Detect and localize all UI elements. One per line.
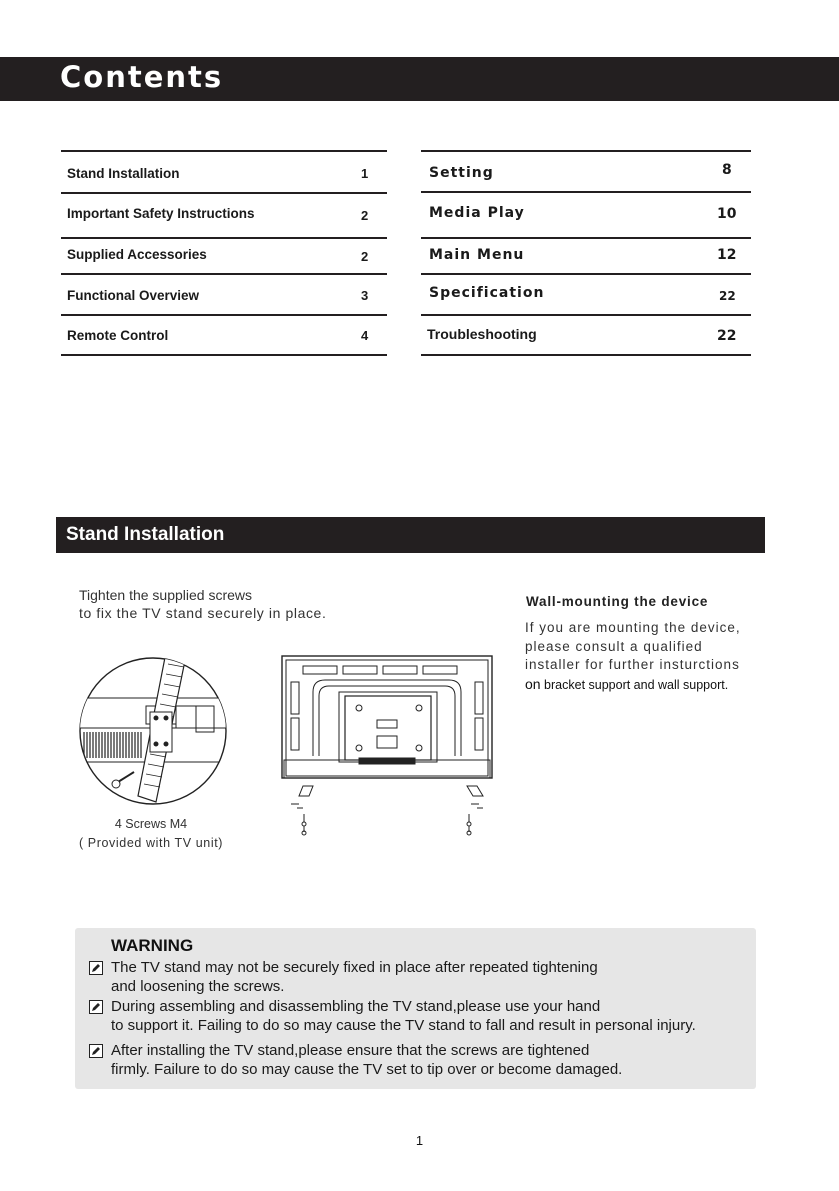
toc-item-page: 10 [717, 206, 737, 222]
toc-item-label: Setting [429, 165, 494, 181]
screws-caption [76, 815, 226, 853]
stand-installation-title: Stand Installation [66, 524, 225, 545]
toc-item-page: 22 [717, 328, 737, 344]
warning-box [75, 928, 756, 1089]
toc-item-supplied-accessories[interactable] [61, 239, 387, 273]
toc-item-main-menu[interactable] [421, 239, 751, 273]
instruction-line: Tighten the supplied screws [79, 587, 253, 603]
stand-instruction [79, 586, 326, 622]
toc-item-safety-instructions[interactable] [61, 194, 387, 237]
page-number: 1 [415, 1133, 424, 1148]
toc-item-page: 12 [717, 247, 737, 263]
toc-item-page: 3 [361, 288, 369, 303]
instruction-line: to fix the TV stand securely in place. [79, 605, 327, 621]
pencil-note-icon [89, 1000, 103, 1014]
warning-item-line: The TV stand may not be securely fixed in place after repeated tightening [111, 959, 598, 976]
contents-header-bar [0, 57, 839, 101]
toc-item-page: 1 [361, 166, 369, 181]
warning-item-line: After installing the TV stand,please ensure that the screws are tightened [111, 1042, 590, 1059]
pencil-note-icon [89, 1044, 103, 1058]
toc-item-label: Supplied Accessories [67, 247, 207, 262]
wall-text-line: please consult a qualified [525, 638, 703, 654]
stand-installation-header-bar [56, 517, 765, 553]
toc-item-troubleshooting[interactable] [421, 316, 751, 354]
toc-item-label: Media Play [429, 205, 525, 221]
toc-item-page: 8 [722, 162, 732, 178]
toc-item-setting[interactable] [421, 152, 751, 191]
toc-item-remote-control[interactable] [61, 316, 387, 354]
contents-title: Contents [60, 60, 224, 94]
pencil-note-icon [89, 961, 103, 975]
warning-item-line: firmly. Failure to do so may cause the TV set to tip over or become damaged. [111, 1061, 623, 1078]
toc-right-column [421, 150, 751, 356]
warning-item-line: and loosening the screws. [111, 978, 285, 995]
warning-item-line: to support it. Failing to do so may cause the TV stand to fall and result in personal injury. [111, 1017, 696, 1034]
screws-caption-line: 4 Screws M4 [114, 817, 188, 831]
toc-item-label: Troubleshooting [427, 326, 537, 342]
wall-mounting-title: Wall-mounting the device [526, 594, 709, 609]
toc-left-column [61, 150, 387, 356]
toc-item-label: Stand Installation [67, 166, 180, 181]
toc-divider [421, 354, 751, 356]
toc-item-media-play[interactable] [421, 193, 751, 237]
screws-caption-line: ( Provided with TV unit) [78, 836, 224, 850]
wall-text-line: installer for further insturctions [525, 657, 740, 672]
toc-item-label: Main Menu [429, 247, 525, 263]
toc-divider [61, 354, 387, 356]
tv-back-view-illustration [279, 652, 495, 838]
toc-item-label: Specification [429, 285, 545, 301]
toc-item-page: 2 [361, 208, 369, 223]
toc-item-specification[interactable] [421, 275, 751, 314]
toc-item-functional-overview[interactable] [61, 275, 387, 314]
wall-mounting-text [525, 619, 741, 694]
toc-item-page: 4 [361, 328, 369, 343]
toc-item-page: 22 [719, 289, 736, 303]
warning-item-line: During assembling and disassembling the TV stand,please use your hand [111, 998, 601, 1015]
wall-text-line [525, 675, 741, 695]
wall-text-line: If you are mounting the device, [525, 620, 741, 635]
wall-text-prefix: on [525, 675, 541, 692]
wall-text-rest: bracket support and wall support. [540, 677, 729, 692]
warning-title: WARNING [111, 936, 194, 955]
stand-screw-detail-illustration [76, 632, 236, 812]
toc-item-page: 2 [361, 249, 369, 264]
toc-item-label: Important Safety Instructions [67, 206, 255, 221]
toc-item-stand-installation[interactable] [61, 152, 387, 192]
toc-item-label: Remote Control [67, 328, 169, 343]
toc-item-label: Functional Overview [67, 288, 200, 303]
